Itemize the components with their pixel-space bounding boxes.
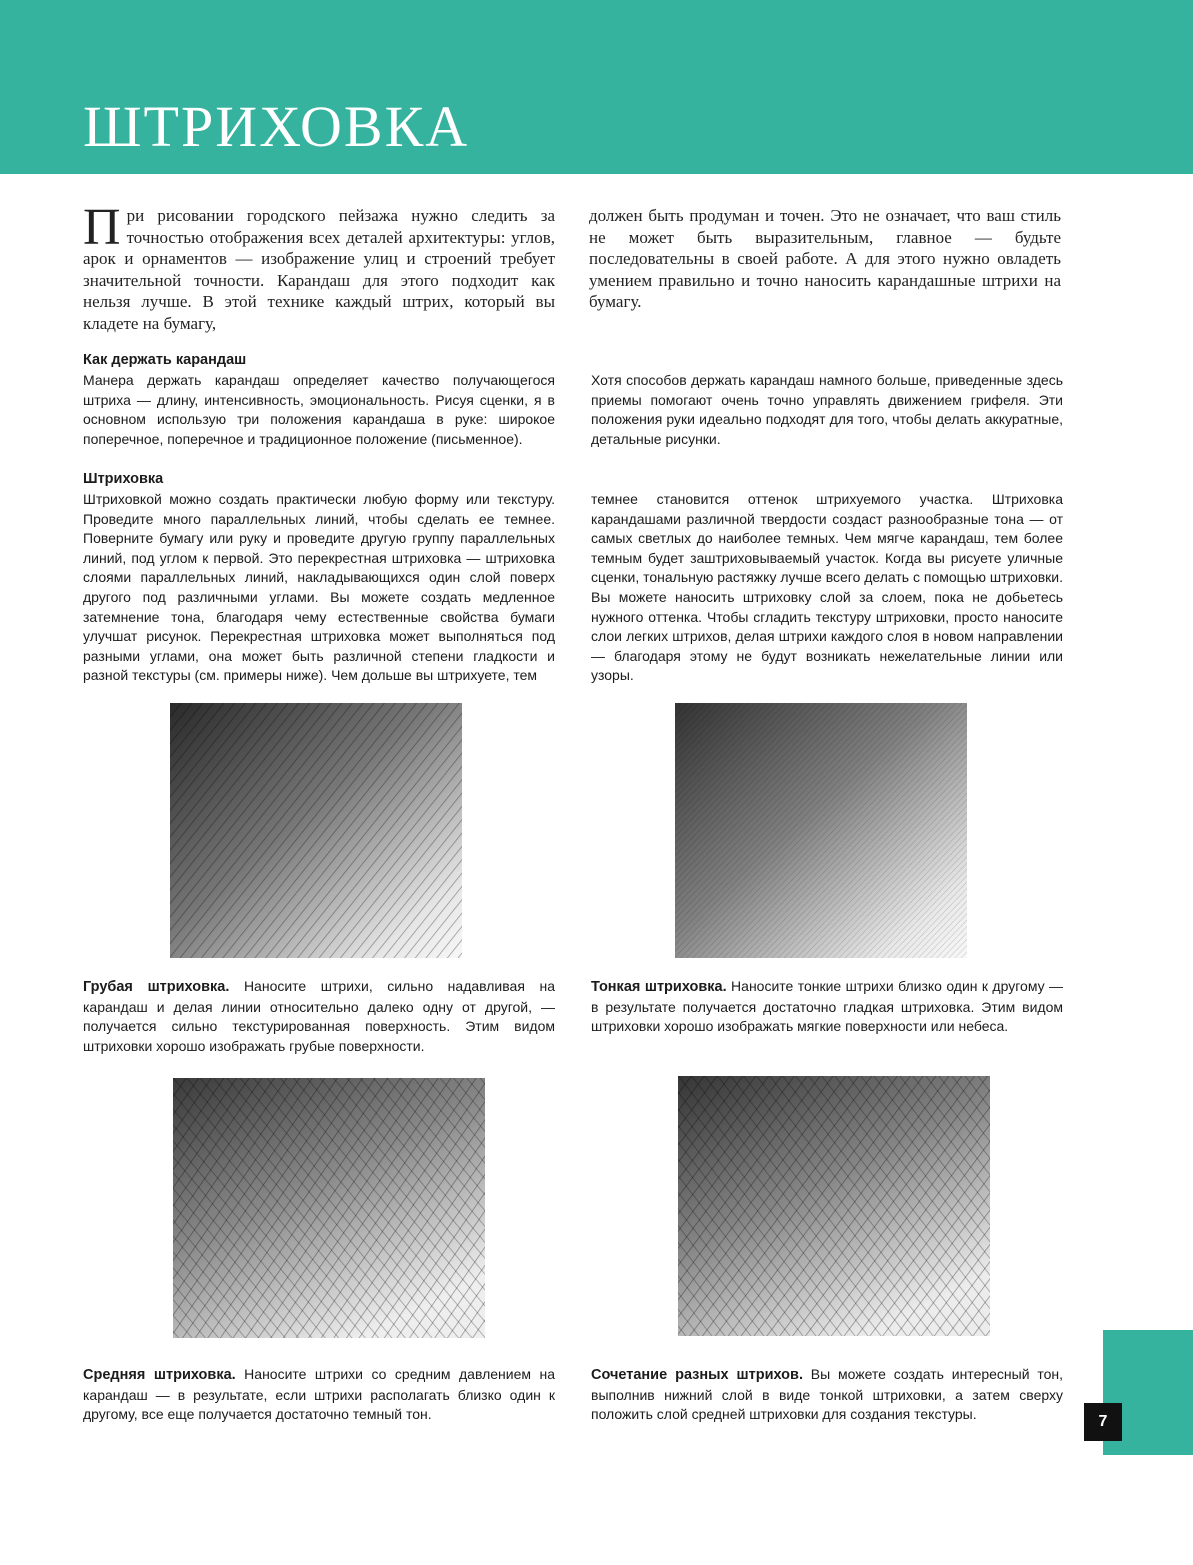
caption-medium-title: Средняя штриховка. <box>83 1367 236 1383</box>
caption-fine-text: Наносите тонкие штрихи близко один к другому — в результате получается достаточно гладкая штриховка. Этим видом штриховки хорошо изображать мягкие поверхности или небеса. <box>591 978 1063 1035</box>
caption-combined-text: Вы можете создать интересный тон, выполнив нижний слой в виде тонкой штриховки, а затем сверху положить слой средней штриховки для создания текстуры. <box>591 1366 1063 1423</box>
caption-medium-text: Наносите штрихи со средним давлением на карандаш — в результате, если штрихи располагать близко один к другому, все еще получается достаточно темный тон. <box>83 1366 555 1423</box>
intro-left <box>83 199 555 335</box>
intro-right: должен быть продуман и точен. Это не означает, что ваш стиль не может быть выразительным, главное — будьте последовательны в своей работе. А для этого нужно овладеть умением правильно и точно наносить карандашные штрихи на бумагу. <box>589 206 1061 312</box>
caption-coarse <box>83 977 555 1056</box>
header-band <box>0 0 1193 174</box>
caption-fine <box>591 977 1063 1037</box>
section-heading-hatching: Штриховка <box>83 471 164 487</box>
caption-combined <box>591 1365 1063 1425</box>
intro-left-text: ри рисовании городского пейзажа нужно следить за точностью отображения всех деталей архитектуры: углов, арок и орнаментов — изображение улиц и строений требует значительной точности. Карандаш для этого подходит как нельзя лучше. В этой технике каждый штрих, который вы кладете на бумагу, <box>83 206 555 333</box>
coarse-hatching-image <box>170 703 462 958</box>
medium-hatching-image <box>173 1078 485 1338</box>
hatching-right-text: темнее становится оттенок штрихуемого участка. Штриховка карандашами различной твердости создаст разнообразные тона — от самых светлых до наиболее темных. Чем мягче карандаш, тем более темным будет заштриховываемый участок. Когда вы рисуете уличные сценки, тональную растяжку лучше всего делать с помощью штриховки. Вы можете наносить штриховку слой за слоем, пока не добьетесь нужного оттенка. Чтобы сгладить текстуру штриховки, просто наносите слои легких штрихов, делая штрихи каждого слоя в новом направлении — благодаря этому не будут возникать нежелательные линии или узоры. <box>591 491 1064 684</box>
caption-coarse-title: Грубая штриховка. <box>83 979 230 995</box>
fine-hatching-image <box>675 703 967 958</box>
section-heading-holding: Как держать карандаш <box>83 352 247 368</box>
holding-right-text: Хотя способов держать карандаш намного больше, приведенные здесь приемы помогают очень точно управлять движением грифеля. Эти положения руки идеально подходят для того, чтобы делать аккуратные, детальные рисунки. <box>591 372 1063 447</box>
caption-combined-title: Сочетание разных штрихов. <box>591 1367 803 1383</box>
caption-coarse-text: Наносите штрихи, сильно надавливая на карандаш и делая линии относительно далеко одну от другой, — получается сильно текстурированная поверхность. Этим видом штриховки хорошо изображать грубые поверхности. <box>83 978 555 1054</box>
page-number: 7 <box>1084 1403 1122 1441</box>
holding-left-text: Манера держать карандаш определяет качество получающегося штриха — длину, интенсивность, эмоциональность. Рисуя сценки, я в основном использую три положения карандаша в руке: широкое поперечное, поперечное и традиционное положение (письменное). <box>83 372 555 447</box>
combined-hatching-image <box>678 1076 990 1336</box>
caption-fine-title: Тонкая штриховка. <box>591 979 727 995</box>
drop-cap: П <box>83 199 121 256</box>
hatching-left-text: Штриховкой можно создать практически любую форму или текстуру. Проведите много параллельных линий, чтобы сделать ее темнее. Поверните бумагу или руку и проведите другую группу параллельных линий, под углом к первой. Это перекрестная штриховка — штриховка слоями параллельных линий, накладывающихся один слой поверх другого под различными углами. Вы можете создать медленное затемнение тона, благодаря чему естественные свойства бумаги улучшат рисунок. Перекрестная штриховка может выполняться под разными углами, она может быть различной степени гладкости и разной текстуры (см. примеры ниже). Чем дольше вы штрихуете, тем <box>83 491 555 684</box>
page-title: ШТРИХОВКА <box>83 94 470 159</box>
caption-medium <box>83 1365 555 1425</box>
